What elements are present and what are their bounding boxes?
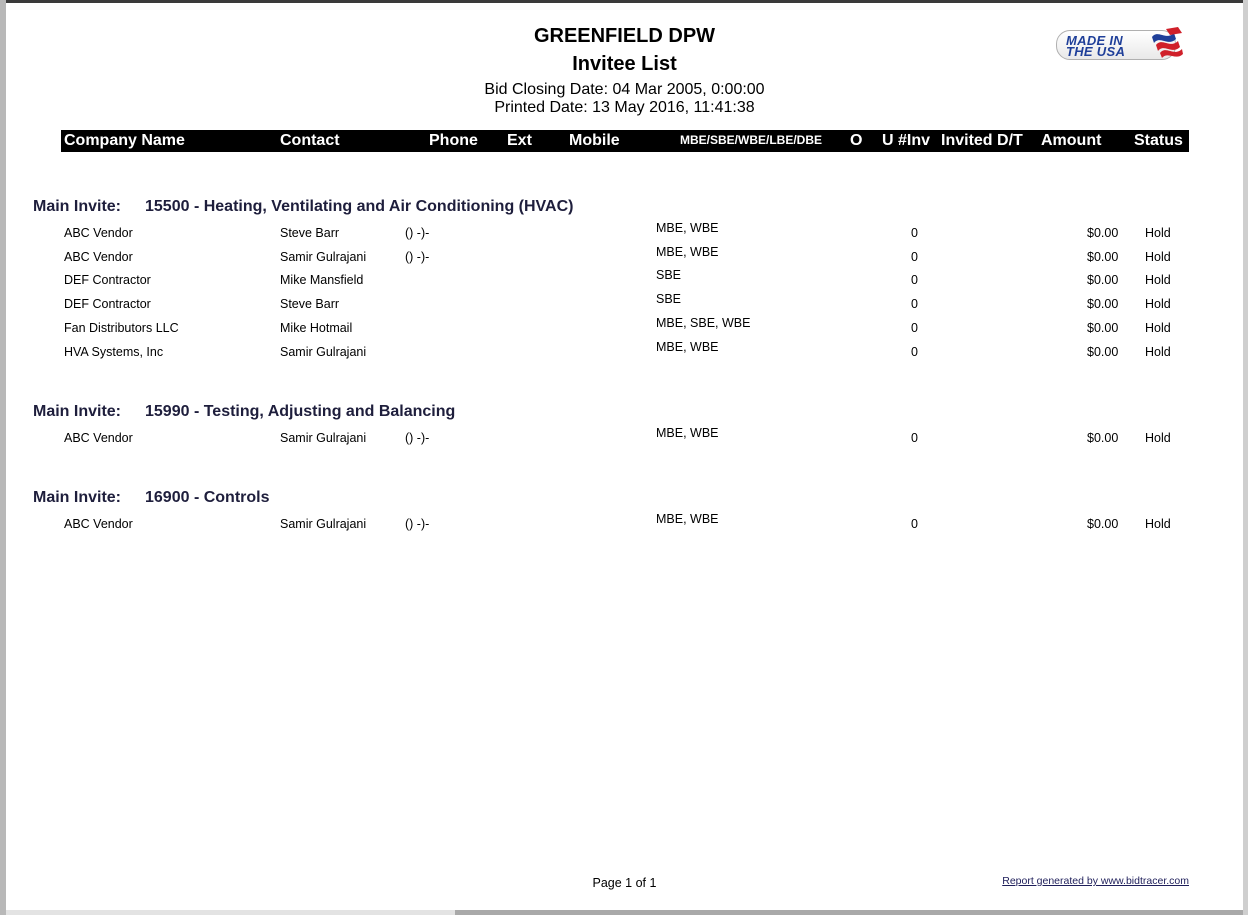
cell-phone: () -)- — [405, 226, 430, 240]
flag-icon — [1148, 27, 1186, 61]
logo-line-2: THE USA — [1066, 44, 1126, 59]
col-o: O — [850, 132, 863, 149]
cell-amount: $0.00 — [1087, 273, 1119, 287]
bidtracer-link[interactable]: Report generated by www.bidtracer.com — [1002, 875, 1189, 887]
cell-company: ABC Vendor — [64, 431, 133, 445]
report-title: Invitee List — [572, 53, 677, 75]
made-in-usa-logo — [1056, 27, 1188, 61]
report-page — [6, 3, 1243, 910]
cell-inv-count: 0 — [911, 273, 918, 287]
cell-status: Hold — [1145, 321, 1171, 335]
col-certifications: MBE/SBE/WBE/LBE/DBE — [680, 133, 823, 147]
cell-contact: Steve Barr — [280, 297, 340, 311]
printed-date: Printed Date: 13 May 2016, 11:41:38 — [494, 99, 755, 116]
section-2-label: Main Invite: — [33, 403, 122, 420]
page-number: Page 1 of 1 — [592, 876, 657, 890]
section-3-label: Main Invite: — [33, 489, 122, 506]
col-contact: Contact — [280, 132, 340, 149]
col-inv-count: #Inv — [898, 132, 931, 149]
bid-closing-date: Bid Closing Date: 04 Mar 2005, 0:00:00 — [484, 81, 765, 98]
section-1-name: 15500 - Heating, Ventilating and Air Conditioning (HVAC) — [145, 198, 574, 215]
cell-company: DEF Contractor — [64, 273, 151, 287]
viewer-right-gutter — [1243, 0, 1248, 915]
cell-amount: $0.00 — [1087, 345, 1119, 359]
col-amount: Amount — [1041, 132, 1102, 149]
cell-contact: Samir Gulrajani — [280, 431, 367, 445]
cell-certifications: MBE, WBE — [656, 221, 719, 235]
cell-inv-count: 0 — [911, 517, 918, 531]
cell-inv-count: 0 — [911, 321, 918, 335]
cell-amount: $0.00 — [1087, 431, 1119, 445]
cell-company: ABC Vendor — [64, 250, 133, 264]
cell-phone: () -)- — [405, 517, 430, 531]
cell-status: Hold — [1145, 517, 1171, 531]
cell-certifications: SBE — [656, 292, 682, 306]
cell-phone: () -)- — [405, 250, 430, 264]
column-header-bar — [61, 130, 1189, 152]
cell-inv-count: 0 — [911, 431, 918, 445]
col-u: U — [882, 132, 894, 149]
cell-status: Hold — [1145, 250, 1171, 264]
col-ext: Ext — [507, 132, 532, 149]
cell-status: Hold — [1145, 345, 1171, 359]
cell-certifications: MBE, SBE, WBE — [656, 316, 751, 330]
cell-phone: () -)- — [405, 431, 430, 445]
section-2-name: 15990 - Testing, Adjusting and Balancing — [145, 403, 456, 420]
table-row — [6, 316, 1243, 343]
cell-contact: Samir Gulrajani — [280, 517, 367, 531]
col-status: Status — [1134, 132, 1183, 149]
cell-inv-count: 0 — [911, 250, 918, 264]
table-row — [6, 512, 1243, 539]
cell-status: Hold — [1145, 273, 1171, 287]
section-1-label: Main Invite: — [33, 198, 122, 215]
cell-inv-count: 0 — [911, 297, 918, 311]
cell-inv-count: 0 — [911, 226, 918, 240]
organization-title: GREENFIELD DPW — [533, 25, 716, 47]
table-row — [6, 426, 1243, 453]
col-mobile: Mobile — [569, 132, 620, 149]
logo-line-1: MADE IN — [1066, 33, 1123, 48]
cell-contact: Samir Gulrajani — [280, 250, 367, 264]
cell-status: Hold — [1145, 431, 1171, 445]
cell-contact: Steve Barr — [280, 226, 340, 240]
cell-amount: $0.00 — [1087, 321, 1119, 335]
table-row — [6, 245, 1243, 272]
cell-status: Hold — [1145, 297, 1171, 311]
table-row — [6, 221, 1243, 248]
horizontal-scrollbar-thumb[interactable] — [455, 910, 1243, 915]
col-phone: Phone — [429, 132, 478, 149]
cell-amount: $0.00 — [1087, 517, 1119, 531]
col-invited-dt: Invited D/T — [941, 132, 1023, 149]
cell-contact: Mike Hotmail — [280, 321, 353, 335]
table-row — [6, 340, 1243, 367]
cell-certifications: MBE, WBE — [656, 340, 719, 354]
cell-company: Fan Distributors LLC — [64, 321, 179, 335]
cell-company: ABC Vendor — [64, 517, 133, 531]
cell-company: DEF Contractor — [64, 297, 151, 311]
cell-amount: $0.00 — [1087, 226, 1119, 240]
cell-status: Hold — [1145, 226, 1171, 240]
col-company-name: Company Name — [64, 132, 185, 149]
cell-inv-count: 0 — [911, 345, 918, 359]
table-row — [6, 292, 1243, 319]
cell-certifications: MBE, WBE — [656, 245, 719, 259]
cell-certifications: MBE, WBE — [656, 426, 719, 440]
cell-contact: Mike Mansfield — [280, 273, 364, 287]
cell-company: ABC Vendor — [64, 226, 133, 240]
cell-certifications: MBE, WBE — [656, 512, 719, 526]
table-row — [6, 268, 1243, 295]
cell-contact: Samir Gulrajani — [280, 345, 367, 359]
cell-certifications: SBE — [656, 268, 682, 282]
cell-amount: $0.00 — [1087, 250, 1119, 264]
cell-company: HVA Systems, Inc — [64, 345, 164, 359]
section-3-name: 16900 - Controls — [145, 489, 270, 506]
cell-amount: $0.00 — [1087, 297, 1119, 311]
